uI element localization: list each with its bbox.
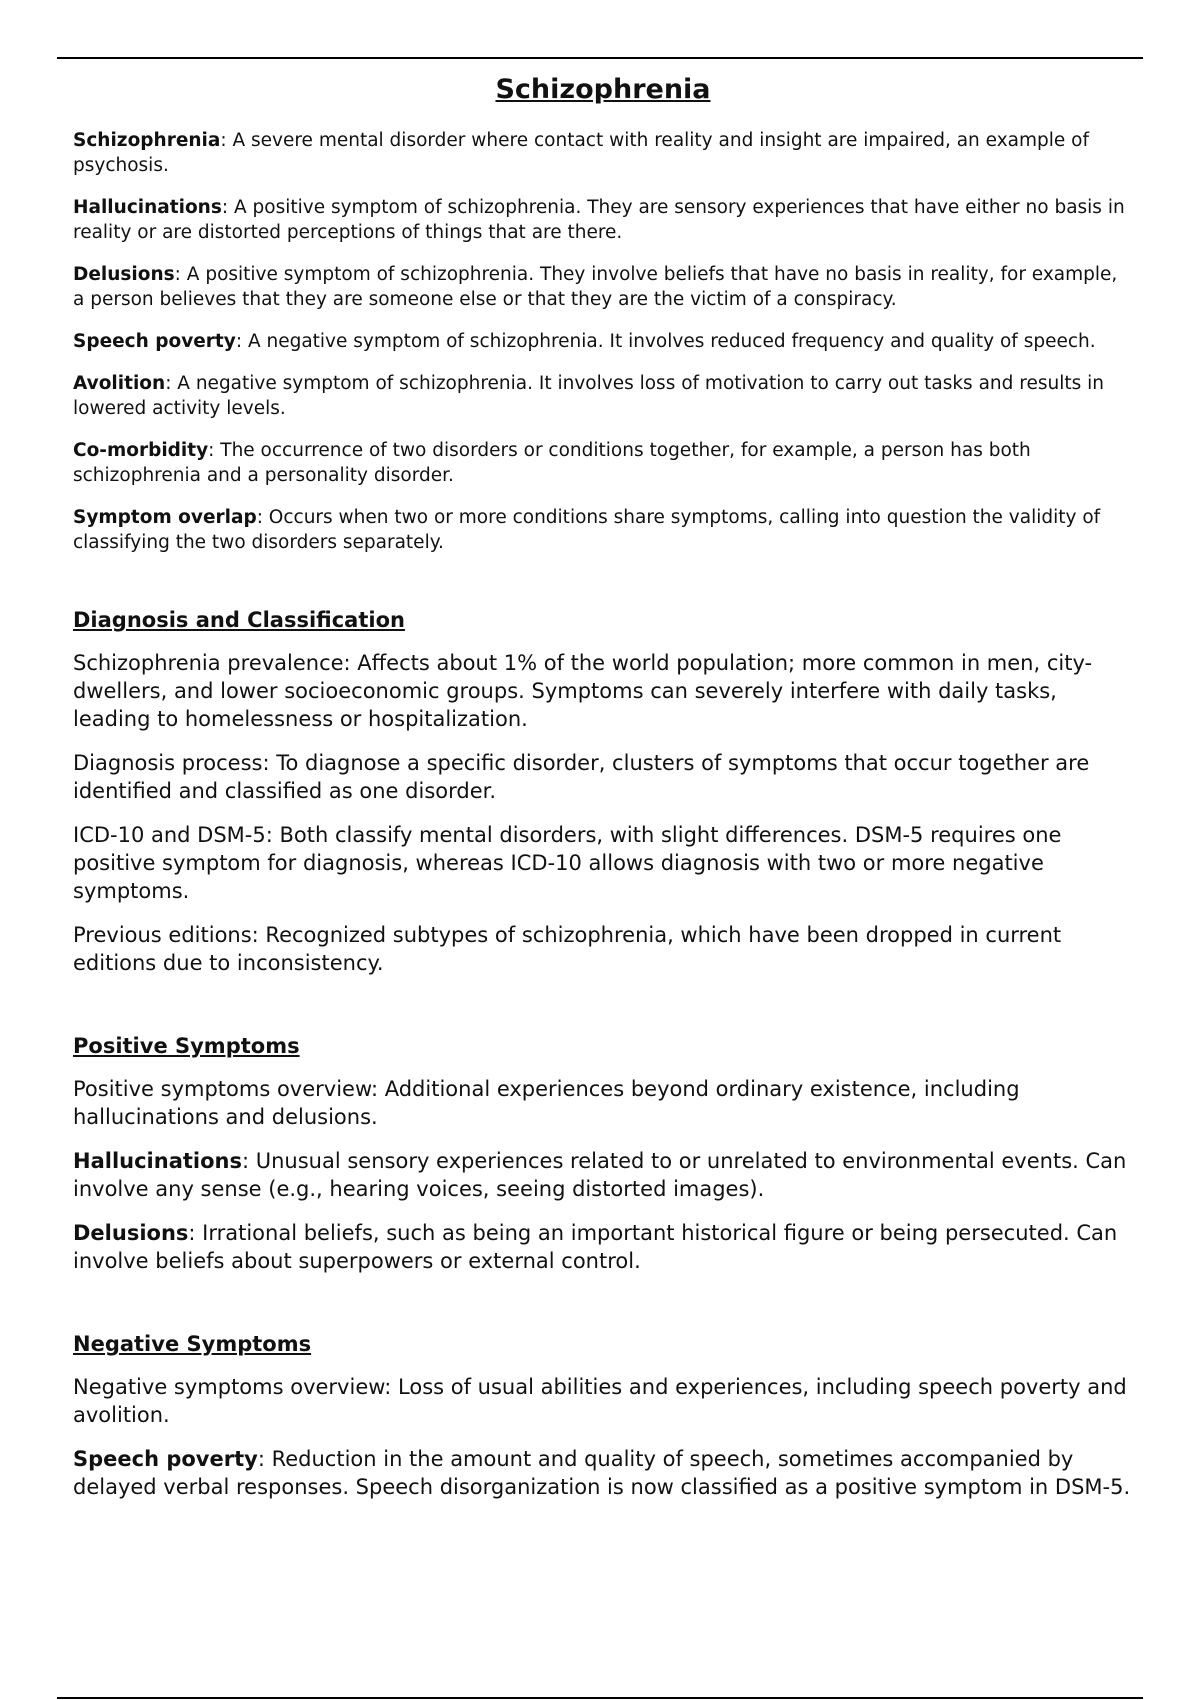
- negative-symptoms-heading: Negative Symptoms: [73, 1332, 312, 1356]
- definition-term: Delusions: [73, 264, 175, 285]
- diagnosis-paragraph: Diagnosis process: To diagnose a specific disorder, clusters of symptoms that occur together are identified and classified as one disorder.: [73, 751, 1090, 803]
- definition-text: : Occurs when two or more conditions share symptoms, calling into question the validity of classifying the two disorders separately.: [73, 507, 1101, 553]
- positive-symptoms-overview: Positive symptoms overview: Additional experiences beyond ordinary existence, including hallucinations and delusions.: [73, 1077, 1020, 1129]
- symptom-text: : Irrational beliefs, such as being an important historical figure or being persecuted. Can involve beliefs about superpowers or external control.: [73, 1221, 1118, 1273]
- positive-symptom-item: [73, 1147, 1133, 1203]
- definition-term: Schizophrenia: [73, 130, 221, 151]
- negative-symptom-item: [73, 1445, 1133, 1501]
- definition-term: Avolition: [73, 373, 166, 394]
- positive-symptoms-heading: Positive Symptoms: [73, 1034, 300, 1058]
- negative-symptoms-overview: Negative symptoms overview: Loss of usual abilities and experiences, including speech poverty and avolition.: [73, 1375, 1127, 1427]
- definition-term: Speech poverty: [73, 331, 236, 352]
- definition-item: [73, 371, 1133, 421]
- definition-item: [73, 438, 1133, 488]
- diagnosis-paragraph: Previous editions: Recognized subtypes of schizophrenia, which have been dropped in current editions due to inconsistency.: [73, 923, 1062, 975]
- definition-term: Co-morbidity: [73, 440, 209, 461]
- page-title: Schizophrenia: [495, 74, 711, 105]
- definition-term: Hallucinations: [73, 197, 222, 218]
- document-body: [73, 70, 1133, 1517]
- definition-text: : A negative symptom of schizophrenia. It involves reduced frequency and quality of speech.: [235, 331, 1096, 352]
- definition-text: : A negative symptom of schizophrenia. It involves loss of motivation to carry out tasks and results in lowered activity levels.: [73, 373, 1104, 419]
- positive-symptom-item: [73, 1219, 1133, 1275]
- diagnosis-paragraph: ICD-10 and DSM-5: Both classify mental disorders, with slight differences. DSM-5 requires one positive symptom for diagnosis, whereas ICD-10 allows diagnosis with two or more negative symptoms.: [73, 823, 1062, 903]
- diagnosis-paragraph: Schizophrenia prevalence: Affects about 1% of the world population; more common in men, city-dwellers, and lower socioeconomic groups. Symptoms can severely interfere with daily tasks, leading to homelessness or hospitalization.: [73, 651, 1093, 731]
- definition-item: [73, 505, 1133, 555]
- diagnosis-section: [73, 605, 1133, 977]
- symptom-term: Speech poverty: [73, 1447, 258, 1471]
- definitions-list: [73, 128, 1133, 555]
- negative-symptoms-section: [73, 1329, 1133, 1501]
- definition-text: : The occurrence of two disorders or conditions together, for example, a person has both schizophrenia and a personality disorder.: [73, 440, 1031, 486]
- symptom-term: Hallucinations: [73, 1149, 242, 1173]
- symptom-term: Delusions: [73, 1221, 189, 1245]
- definition-item: [73, 195, 1133, 245]
- symptom-text: : Reduction in the amount and quality of speech, sometimes accompanied by delayed verbal responses. Speech disorganization is now classified as a positive symptom in DSM-5.: [73, 1447, 1131, 1499]
- definition-text: : A positive symptom of schizophrenia. They involve beliefs that have no basis in reality, for example, a person believes that they are someone else or that they are the victim of a conspiracy.: [73, 264, 1118, 310]
- definition-item: [73, 262, 1133, 312]
- definition-text: : A severe mental disorder where contact with reality and insight are impaired, an example of psychosis.: [73, 130, 1089, 176]
- symptom-text: : Unusual sensory experiences related to or unrelated to environmental events. Can involve any sense (e.g., hearing voices, seeing distorted images).: [73, 1149, 1127, 1201]
- top-rule: [57, 57, 1143, 59]
- bottom-rule: [57, 1697, 1143, 1699]
- diagnosis-heading: Diagnosis and Classification: [73, 608, 405, 632]
- definition-item: [73, 329, 1133, 354]
- definition-item: [73, 128, 1133, 178]
- positive-symptoms-section: [73, 1031, 1133, 1275]
- definition-text: : A positive symptom of schizophrenia. They are sensory experiences that have either no basis in reality or are distorted perceptions of things that are there.: [73, 197, 1125, 243]
- definition-term: Symptom overlap: [73, 507, 257, 528]
